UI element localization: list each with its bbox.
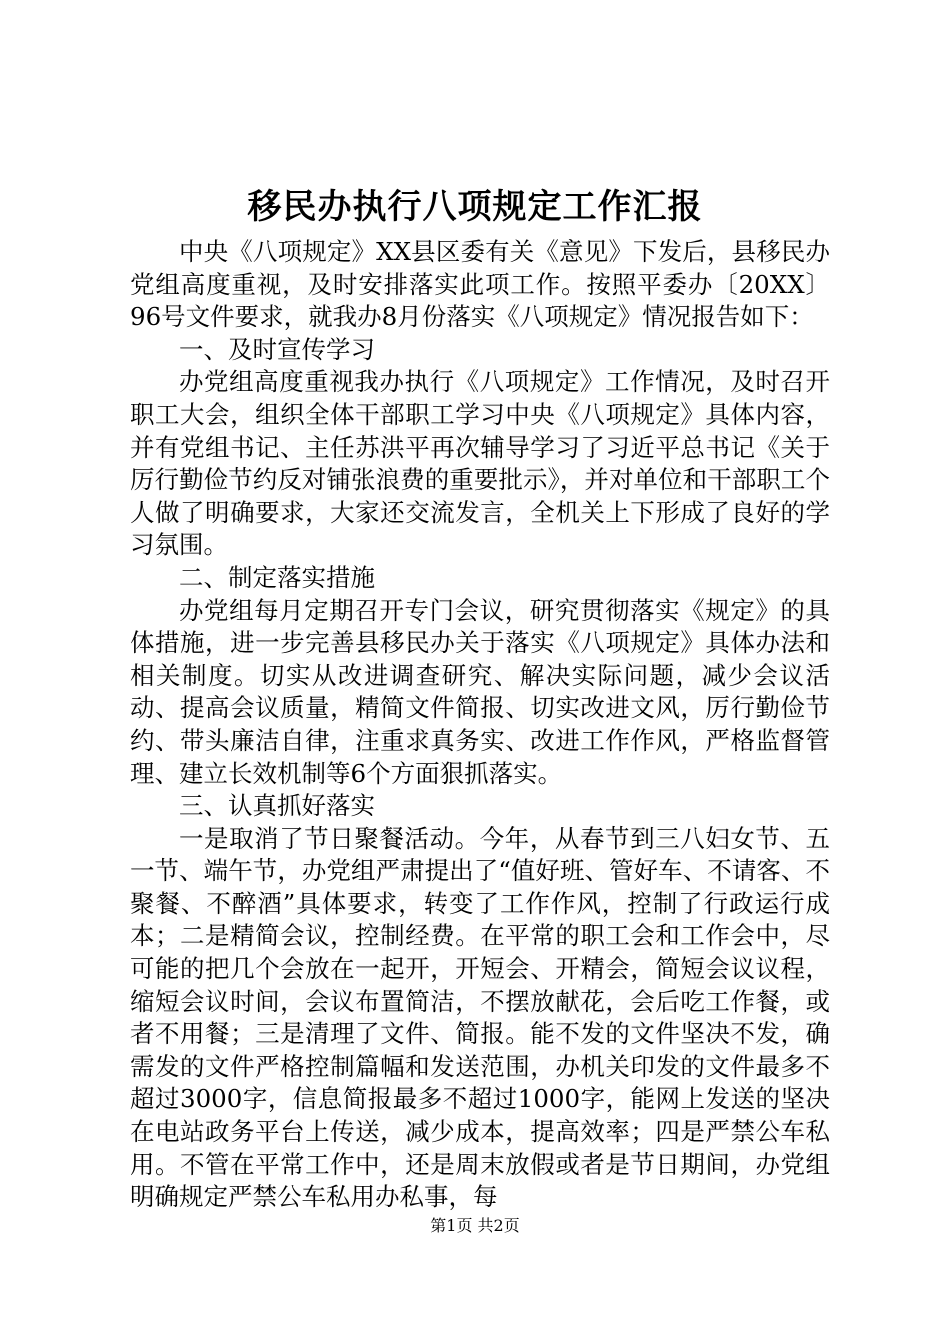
section-body-1: 办党组高度重视我办执行《八项规定》工作情况，及时召开职工大会，组织全体干部职工学习中央《八项规定》具体内容，并有党组书记、主任苏洪平再次辅导学习了习近平总书记《关于厉行勤俭节约反对铺张浪费的重要批示》，并对单位和干部职工个人做了明确要求，大家还交流发言，全机关上下形成了良好的学习氛围。 (130, 367, 830, 560)
section-body-2: 办党组每月定期召开专门会议，研究贯彻落实《规定》的具体措施，进一步完善县移民办关于落实《八项规定》具体办法和相关制度。切实从改进调查研究、解决实际问题，减少会议活动、提高会议质量，精简文件简报、切实改进文风，厉行勤俭节约、带头廉洁自律，注重求真务实、改进工作作风，严格监督管理、建立长效机制等6个方面狠抓落实。 (130, 595, 830, 788)
document-title: 移民办执行八项规定工作汇报 (247, 187, 703, 227)
section-heading-3: 三、认真抓好落实 (179, 791, 375, 821)
section-heading-2: 二、制定落实措施 (179, 562, 375, 592)
section-body-3: 一是取消了节日聚餐活动。今年，从春节到三八妇女节、五一节、端午节，办党组严肃提出了“值好班、管好车、不请客、不聚餐、不醉酒”具体要求，转变了工作作风，控制了行政运行成本；二是精简会议，控制经费。在平常的职工会和工作会中，尽可能的把几个会放在一起开，开短会、开精会，简短会议议程，缩短会议时间，会议布置简洁，不摆放献花，会后吃工作餐，或者不用餐；三是清理了文件、简报。能不发的文件坚决不发，确需发的文件严格控制篇幅和发送范围，办机关印发的文件最多不超过3000字，信息简报最多不超过1000字，能网上发送的坚决在电站政务平台上传送，减少成本，提高效率；四是严禁公车私用。不管在平常工作中，还是周末放假或者是节日期间，办党组明确规定严禁公车私用办私事，每 (130, 823, 830, 1212)
section-heading-1: 一、及时宣传学习 (179, 334, 375, 364)
page-footer: 第1页 共2页 (430, 1216, 520, 1235)
document-body (130, 236, 830, 1214)
intro-paragraph: 中央《八项规定》XX县区委有关《意见》下发后，县移民办党组高度重视，及时安排落实此项工作。按照平委办〔20XX〕96号文件要求，就我办8月份落实《八项规定》情况报告如下： (130, 237, 830, 332)
